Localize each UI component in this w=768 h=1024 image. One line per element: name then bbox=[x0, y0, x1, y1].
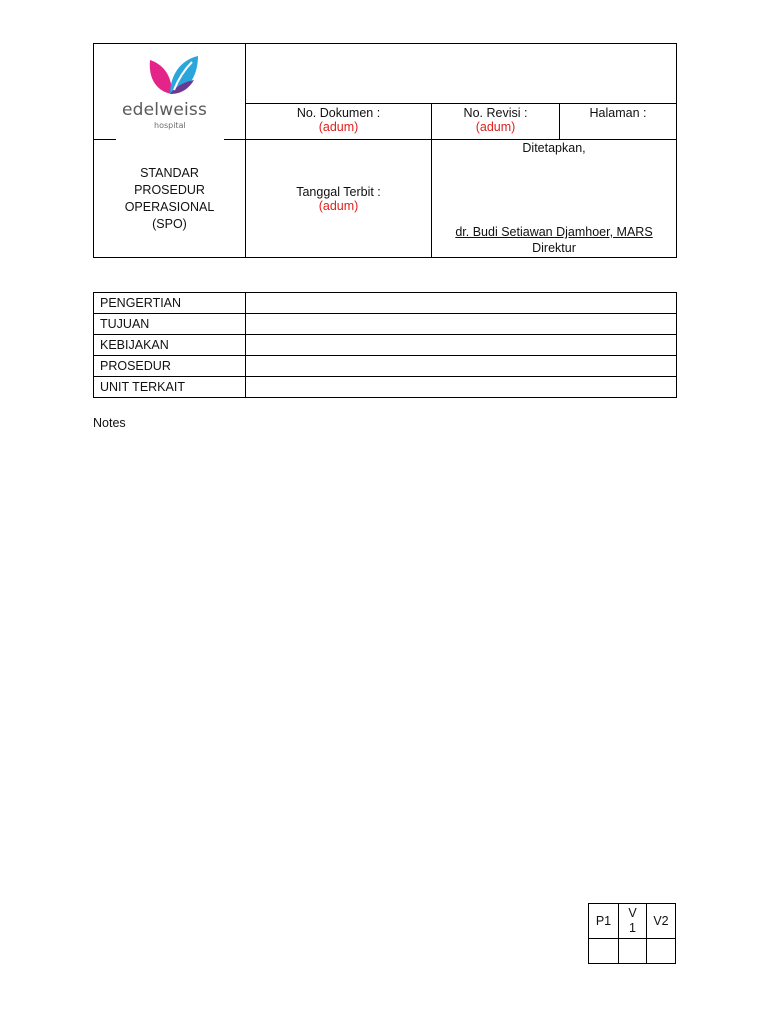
version-v1-line: V bbox=[628, 906, 637, 920]
section-label-prosedur: PROSEDUR bbox=[94, 356, 246, 377]
table-row bbox=[589, 939, 676, 964]
version-empty-cell bbox=[619, 939, 647, 964]
table-row bbox=[94, 377, 677, 398]
logo-cell bbox=[94, 44, 246, 140]
no-revisi-value: (adum) bbox=[475, 120, 516, 134]
table-row bbox=[94, 314, 677, 335]
spo-title-cell bbox=[94, 140, 246, 258]
document-header-table bbox=[93, 43, 677, 258]
version-table bbox=[588, 903, 676, 964]
section-label-tujuan: TUJUAN bbox=[94, 314, 246, 335]
version-empty-cell bbox=[647, 939, 676, 964]
table-row bbox=[589, 904, 676, 939]
document-title-cell bbox=[246, 44, 677, 104]
tanggal-terbit-cell bbox=[246, 140, 432, 258]
version-v1-line: 1 bbox=[629, 921, 636, 935]
no-revisi-cell bbox=[432, 104, 560, 140]
section-content-pengertian[interactable] bbox=[246, 293, 677, 314]
ditetapkan-cell bbox=[432, 140, 677, 258]
section-content-prosedur[interactable] bbox=[246, 356, 677, 377]
section-content-kebijakan[interactable] bbox=[246, 335, 677, 356]
spo-sections-table bbox=[93, 292, 677, 398]
tanggal-terbit-label: Tanggal Terbit : bbox=[296, 184, 381, 199]
section-content-unit-terkait[interactable] bbox=[246, 377, 677, 398]
no-revisi-label: No. Revisi : bbox=[463, 106, 528, 120]
halaman-cell bbox=[560, 104, 677, 140]
spo-title-line: OPERASIONAL bbox=[124, 199, 215, 214]
table-row bbox=[94, 356, 677, 377]
ditetapkan-label: Ditetapkan, bbox=[522, 141, 586, 155]
notes-label: Notes bbox=[93, 416, 126, 430]
hospital-logo bbox=[116, 44, 224, 140]
spo-title-line: PROSEDUR bbox=[134, 182, 205, 197]
spo-title-line: STANDAR bbox=[140, 165, 199, 180]
section-content-tujuan[interactable] bbox=[246, 314, 677, 335]
brand-subtitle: hospital bbox=[154, 121, 186, 130]
signatory-name: dr. Budi Setiawan Djamhoer, MARS bbox=[455, 225, 653, 239]
section-label-pengertian: PENGERTIAN bbox=[94, 293, 246, 314]
version-empty-cell bbox=[589, 939, 619, 964]
leaf-logo-icon bbox=[144, 54, 200, 96]
table-row bbox=[94, 335, 677, 356]
no-dokumen-label: No. Dokumen : bbox=[296, 106, 381, 120]
spo-title-line: (SPO) bbox=[152, 216, 187, 231]
brand-name: edelweiss bbox=[122, 100, 208, 120]
signatory-title: Direktur bbox=[532, 241, 576, 255]
section-label-unit-terkait: UNIT TERKAIT bbox=[94, 377, 246, 398]
no-dokumen-value: (adum) bbox=[318, 120, 359, 134]
tanggal-terbit-value: (adum) bbox=[318, 198, 359, 213]
version-v1-cell bbox=[619, 904, 647, 939]
halaman-label: Halaman : bbox=[589, 106, 647, 120]
table-row bbox=[94, 293, 677, 314]
version-v2: V2 bbox=[647, 904, 676, 939]
version-p1: P1 bbox=[589, 904, 619, 939]
section-label-kebijakan: KEBIJAKAN bbox=[94, 335, 246, 356]
no-dokumen-cell bbox=[246, 104, 432, 140]
